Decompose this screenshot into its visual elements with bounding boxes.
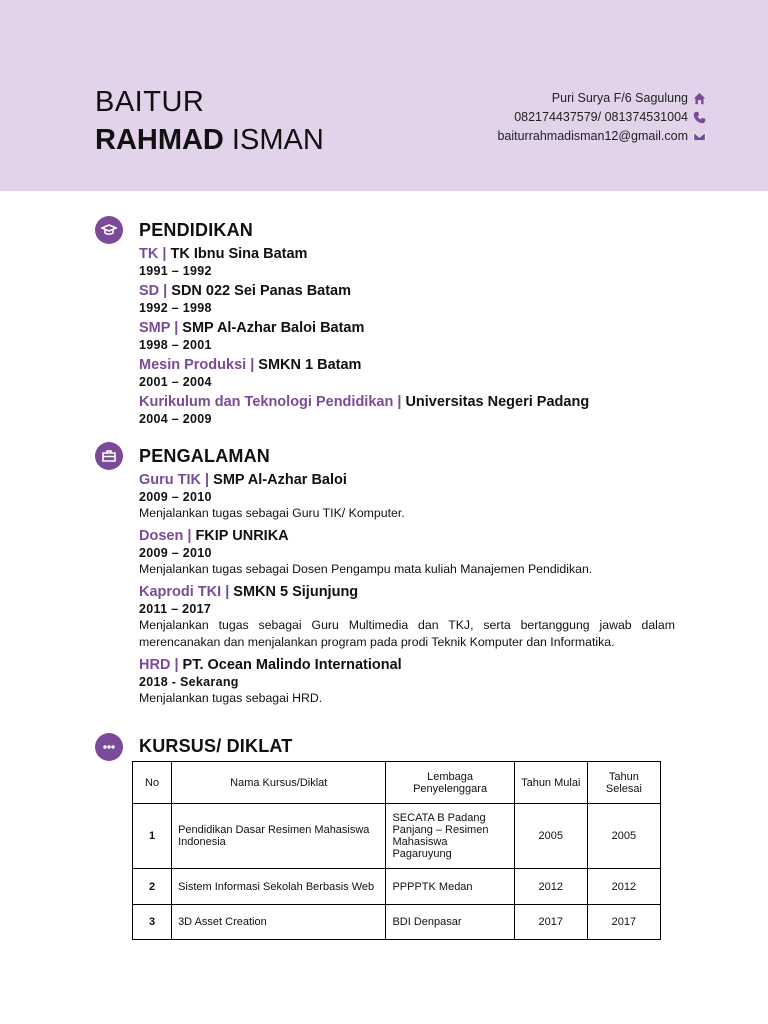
cell-end-year: 2017 <box>587 905 660 940</box>
education-years: 1998 – 2001 <box>139 338 212 352</box>
experience-desc: Menjalankan tugas sebagai Guru Multimedia dan TKJ, serta bertanggung jawab dalam merencanakan dan menjalankan program pada prodi Teknik Komputer dan Informatika. <box>139 618 675 649</box>
email-text: baiturrahmadisman12@gmail.com <box>497 129 688 143</box>
experience-role: HRD <box>139 657 171 673</box>
header-organizer: Lembaga Penyelenggara <box>386 762 514 804</box>
education-level: SMP <box>139 320 171 336</box>
experience-item: Guru TIK | SMP Al-Azhar Baloi 2009 – 2010 Menjalankan tugas sebagai Guru TIK/ Komputer. <box>139 471 675 522</box>
cell-start-year: 2005 <box>514 804 587 869</box>
cell-start-year: 2012 <box>514 869 587 905</box>
education-school: SMKN 1 Batam <box>258 357 362 373</box>
contact-email <box>497 127 706 146</box>
education-school: SDN 022 Sei Panas Batam <box>171 283 352 299</box>
experience-years: 2009 – 2010 <box>139 546 212 560</box>
contact-address <box>497 89 706 108</box>
education-item: Mesin Produksi | SMKN 1 Batam 2001 – 2004 <box>139 356 675 390</box>
contact-phone <box>497 108 706 127</box>
experience-org: SMKN 5 Sijunjung <box>233 584 359 600</box>
experience-years: 2009 – 2010 <box>139 490 212 504</box>
experience-item: Kaprodi TKI | SMKN 5 Sijunjung 2011 – 2017 Menjalankan tugas sebagai Guru Multimedia dan TKJ, serta bertanggung jawab dalam merencanakan dan menjalankan program pada prodi Teknik Komputer dan Informatika. <box>139 584 675 649</box>
last-name-rest: ISMAN <box>223 124 324 156</box>
graduation-cap-icon <box>95 216 123 244</box>
table-row <box>133 869 661 905</box>
home-icon <box>693 92 706 105</box>
address-text: Puri Surya F/6 Sagulung <box>551 91 688 105</box>
phone-icon <box>693 111 706 124</box>
education-school: TK Ibnu Sina Batam <box>170 246 308 262</box>
experience-org: PT. Ocean Malindo International <box>182 657 402 673</box>
education-level: Mesin Produksi <box>139 357 247 373</box>
experience-item: HRD | PT. Ocean Malindo International 2018 - Sekarang Menjalankan tugas sebagai HRD. <box>139 656 675 707</box>
envelope-icon <box>693 130 706 143</box>
header-end-year: Tahun Selesai <box>587 762 660 804</box>
header-banner <box>0 0 768 191</box>
cell-course-name: Pendidikan Dasar Resimen Mahasiswa Indonesia <box>172 804 386 869</box>
experience-role: Dosen <box>139 528 184 544</box>
cell-organizer: PPPPTK Medan <box>386 869 514 905</box>
table-header-row <box>133 762 661 804</box>
experience-org: FKIP UNRIKA <box>195 528 289 544</box>
education-item: SMP | SMP Al-Azhar Baloi Batam 1998 – 2001 <box>139 319 675 353</box>
education-list <box>139 245 675 430</box>
phone-text: 082174437579/ 081374531004 <box>514 110 688 124</box>
experience-role: Guru TIK <box>139 472 202 488</box>
experience-item: Dosen | FKIP UNRIKA 2009 – 2010 Menjalankan tugas sebagai Dosen Pengampu mata kuliah Manajemen Pendidikan. <box>139 527 675 578</box>
cell-course-name: Sistem Informasi Sekolah Berbasis Web <box>172 869 386 905</box>
cell-start-year: 2017 <box>514 905 587 940</box>
education-level: Kurikulum dan Teknologi Pendidikan <box>139 394 394 410</box>
courses-title: KURSUS/ DIKLAT <box>139 736 293 756</box>
education-years: 2001 – 2004 <box>139 375 212 389</box>
education-school: Universitas Negeri Padang <box>405 394 590 410</box>
cell-end-year: 2005 <box>587 804 660 869</box>
first-name: BAITUR <box>95 86 205 118</box>
experience-list <box>139 471 675 712</box>
education-item: SD | SDN 022 Sei Panas Batam 1992 – 1998 <box>139 282 675 316</box>
experience-years: 2018 - Sekarang <box>139 675 239 689</box>
education-item: Kurikulum dan Teknologi Pendidikan | Universitas Negeri Padang 2004 – 2009 <box>139 393 675 427</box>
last-name <box>95 124 324 157</box>
experience-desc: Menjalankan tugas sebagai Guru TIK/ Komputer. <box>139 506 405 520</box>
table-row <box>133 804 661 869</box>
header-course-name: Nama Kursus/Diklat <box>172 762 386 804</box>
cell-organizer: SECATA B Padang Panjang – Resimen Mahasiswa Pagaruyung <box>386 804 514 869</box>
experience-desc: Menjalankan tugas sebagai HRD. <box>139 691 323 705</box>
cell-organizer: BDI Denpasar <box>386 905 514 940</box>
contact-info <box>497 89 706 146</box>
education-years: 2004 – 2009 <box>139 412 212 426</box>
experience-org: SMP Al-Azhar Baloi <box>213 472 347 488</box>
education-years: 1991 – 1992 <box>139 264 212 278</box>
education-title: PENDIDIKAN <box>139 220 254 240</box>
education-level: SD <box>139 283 160 299</box>
cell-no: 2 <box>133 869 172 905</box>
education-level: TK <box>139 246 159 262</box>
header-start-year: Tahun Mulai <box>514 762 587 804</box>
cell-no: 1 <box>133 804 172 869</box>
courses-table <box>132 761 661 940</box>
education-item: TK | TK Ibnu Sina Batam 1991 – 1992 <box>139 245 675 279</box>
header-no: No <box>133 762 172 804</box>
briefcase-icon <box>95 442 123 470</box>
cell-end-year: 2012 <box>587 869 660 905</box>
cell-no: 3 <box>133 905 172 940</box>
education-years: 1992 – 1998 <box>139 301 212 315</box>
experience-title: PENGALAMAN <box>139 446 270 466</box>
cell-course-name: 3D Asset Creation <box>172 905 386 940</box>
experience-role: Kaprodi TKI <box>139 584 222 600</box>
experience-desc: Menjalankan tugas sebagai Dosen Pengampu mata kuliah Manajemen Pendidikan. <box>139 562 593 576</box>
table-row <box>133 905 661 940</box>
education-school: SMP Al-Azhar Baloi Batam <box>182 320 365 336</box>
experience-years: 2011 – 2017 <box>139 602 212 616</box>
last-name-bold: RAHMAD <box>95 124 224 156</box>
more-dots-icon <box>95 733 123 761</box>
